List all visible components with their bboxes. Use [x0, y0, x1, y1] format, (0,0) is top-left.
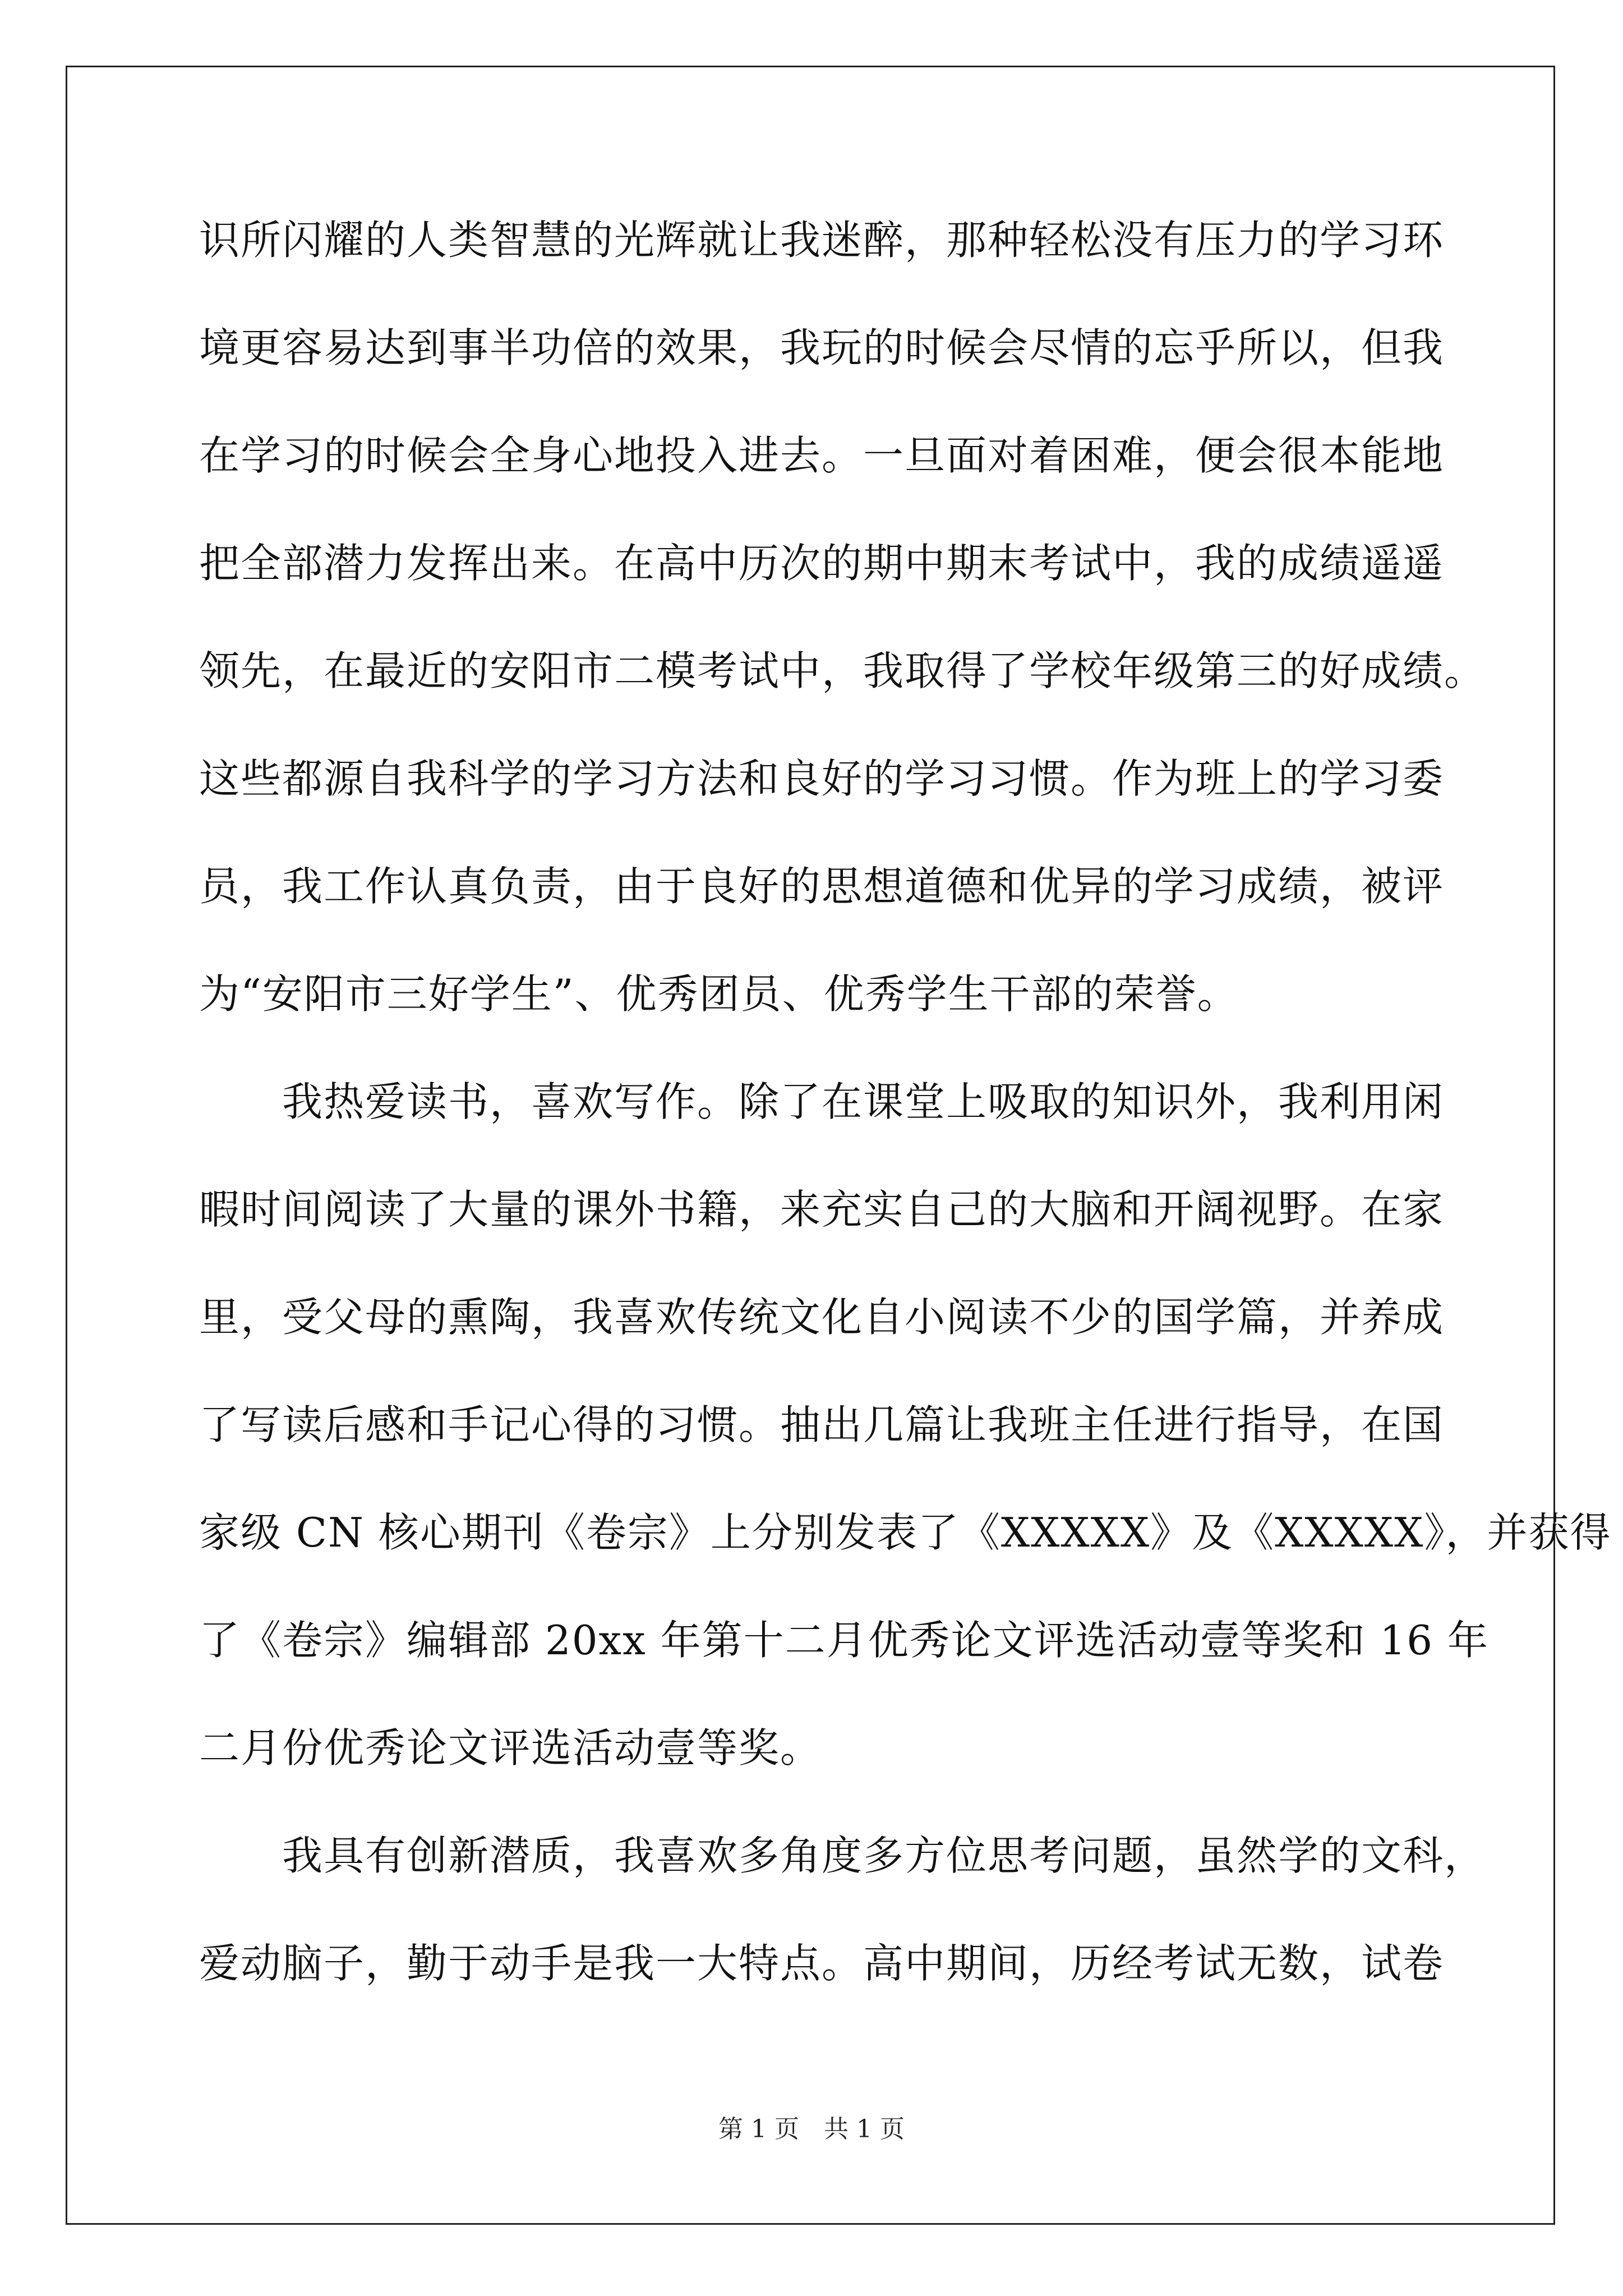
text-line: 在学习的时候会全身心地投入进去。一旦面对着困难，便会很本能地: [199, 432, 1445, 479]
text-line: 把全部潜力发挥出来。在高中历次的期中期末考试中，我的成绩遥遥: [199, 540, 1445, 587]
text-line: 员，我工作认真负责，由于良好的思想道德和优异的学习成绩，被评: [199, 863, 1445, 910]
text-line: 我具有创新潜质，我喜欢多角度多方位思考问题，虽然学的文科，: [199, 1832, 1486, 1879]
page-footer: 第 1 页 共 1 页: [718, 2115, 905, 2143]
page-border: [66, 66, 1612, 2225]
text-line: 领先，在最近的安阳市二模考试中，我取得了学校年级第三的好成绩。: [199, 647, 1486, 694]
text-line: 这些都源自我科学的学习方法和良好的学习习惯。作为班上的学习委: [199, 755, 1445, 802]
text-line: 识所闪耀的人类智慧的光辉就让我迷醉，那种轻松没有压力的学习环: [199, 217, 1445, 264]
text-line: 家级 CN 核心期刊《卷宗》上分别发表了《XXXXX》及《XXXXX》，并获得: [199, 1509, 1612, 1556]
text-line: 了写读后感和手记心得的习惯。抽出几篇让我班主任进行指导，在国: [199, 1401, 1445, 1448]
text-line: 为“安阳市三好学生”、优秀团员、优秀学生干部的荣誉。: [199, 970, 1239, 1018]
text-line: 了《卷宗》编辑部 20xx 年第十二月优秀论文评选活动壹等奖和 16 年: [199, 1617, 1489, 1664]
text-line: 我热爱读书，喜欢写作。除了在课堂上吸取的知识外，我利用闲: [199, 1078, 1445, 1125]
text-line: 境更容易达到事半功倍的效果，我玩的时候会尽情的忘乎所以，但我: [199, 324, 1445, 371]
text-line: 里，受父母的熏陶，我喜欢传统文化自小阅读不少的国学篇，并养成: [199, 1294, 1445, 1341]
text-line: 爱动脑子，勤于动手是我一大特点。高中期间，历经考试无数，试卷: [199, 1940, 1445, 1987]
text-line: 暇时间阅读了大量的课外书籍，来充实自己的大脑和开阔视野。在家: [199, 1186, 1445, 1233]
text-line: 二月份优秀论文评选活动壹等奖。: [199, 1724, 822, 1772]
